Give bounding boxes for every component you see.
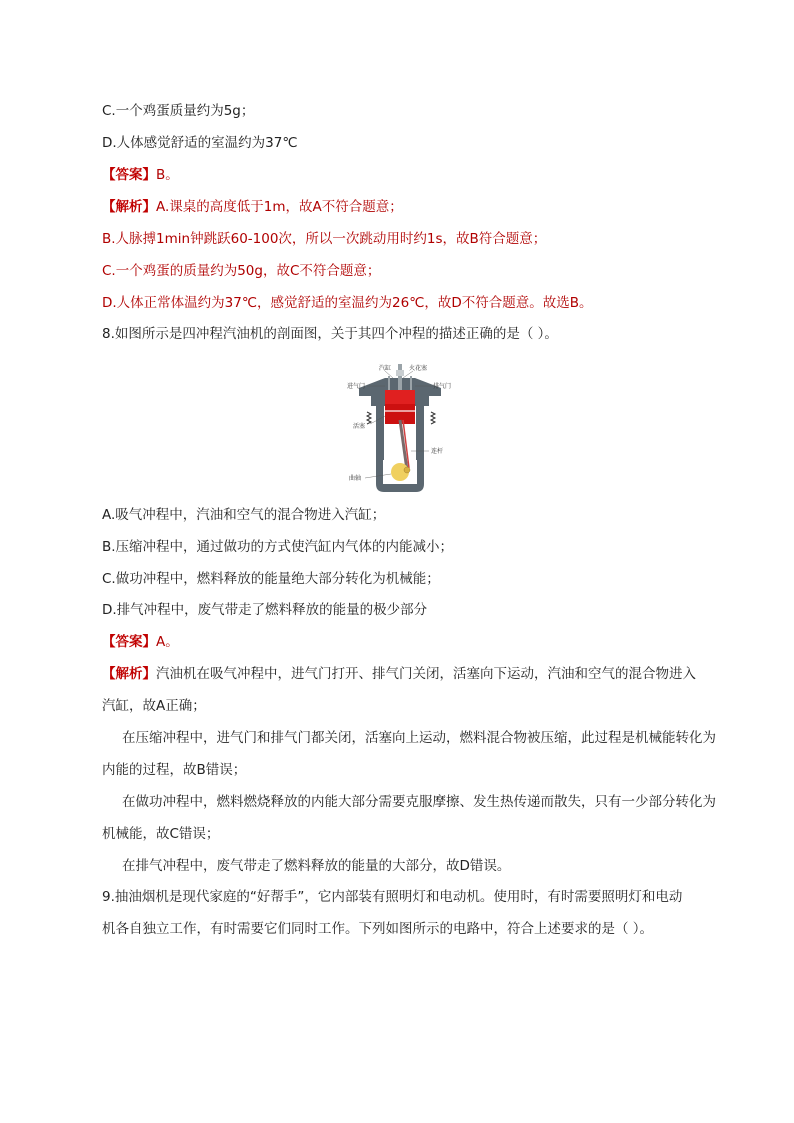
q8-analysis-3b: 机械能，故C错误； bbox=[102, 826, 220, 842]
q8-analysis-2b: 内能的过程，故B错误； bbox=[102, 762, 247, 778]
piston-ring bbox=[385, 410, 415, 412]
q8-analysis-2a: 在压缩冲程中，进气门和排气门都关闭，活塞向上运动，燃料混合物被压缩，此过程是机械能转化为 bbox=[122, 730, 716, 746]
q8-analysis-1a bbox=[102, 664, 696, 684]
label-cylinder: 汽缸 bbox=[379, 365, 392, 372]
label-crankshaft: 曲轴 bbox=[349, 475, 362, 482]
q8-option-b: B.压缩冲程中，通过做功的方式使汽缸内气体的内能减小； bbox=[102, 539, 454, 555]
spark-plug-cap bbox=[396, 370, 404, 376]
engine-cross-section-diagram bbox=[345, 356, 455, 496]
crank-pin bbox=[404, 467, 410, 473]
combustion-chamber bbox=[385, 390, 415, 404]
spring-right bbox=[431, 412, 435, 424]
answer-text: A。 bbox=[156, 634, 179, 650]
q8-answer bbox=[102, 632, 179, 652]
analysis-tag: 【解析】 bbox=[102, 199, 156, 215]
q8-analysis-3a: 在做功冲程中，燃料燃烧释放的内能大部分需要克服摩擦、发生热传递而散失，只有一少部分转化为 bbox=[122, 794, 716, 810]
label-piston: 活塞 bbox=[353, 423, 366, 430]
label-connecting-rod: 连杆 bbox=[431, 448, 444, 455]
q7-option-d: D.人体感觉舒适的室温约为37℃ bbox=[102, 135, 298, 151]
q7-analysis-1 bbox=[102, 197, 403, 217]
label-exhaust-valve: 排气门 bbox=[433, 383, 452, 390]
label-intake-valve: 进气门 bbox=[347, 383, 366, 390]
analysis-text: A.课桌的高度低于1m，故A不符合题意； bbox=[156, 199, 403, 215]
q8-analysis-1b: 汽缸，故A正确； bbox=[102, 698, 206, 714]
q8-analysis-4: 在排气冲程中，废气带走了燃料释放的能量的大部分，故D错误。 bbox=[122, 858, 511, 874]
cylinder-wall-left bbox=[376, 400, 384, 460]
answer-tag: 【答案】 bbox=[102, 634, 156, 650]
analysis-tag: 【解析】 bbox=[102, 666, 156, 682]
answer-tag: 【答案】 bbox=[102, 167, 156, 183]
analysis-text: 汽油机在吸气冲程中，进气门打开、排气门关闭，活塞向下运动，汽油和空气的混合物进入 bbox=[156, 666, 696, 682]
q8-option-d: D.排气冲程中，废气带走了燃料释放的能量的极少部分 bbox=[102, 602, 428, 618]
q7-answer bbox=[102, 165, 179, 185]
q9-line-1: 9.抽油烟机是现代家庭的“好帮手”，它内部装有照明灯和电动机。使用时，有时需要照明灯和电动 bbox=[102, 889, 683, 905]
label-spark-plug: 火花塞 bbox=[409, 365, 428, 372]
q8-option-a: A.吸气冲程中，汽油和空气的混合物进入汽缸； bbox=[102, 507, 386, 523]
q7-option-c: C.一个鸡蛋质量约为5g； bbox=[102, 103, 255, 119]
spring-left bbox=[367, 412, 371, 424]
spark-plug bbox=[398, 364, 402, 390]
q7-analysis-2: B.人脉搏1min钟跳跃60-100次，所以一次跳动用时约1s，故B符合题意； bbox=[102, 231, 547, 247]
q9-line-2: 机各自独立工作，有时需要它们同时工作。下列如图所示的电路中，符合上述要求的是（ ）。 bbox=[102, 921, 654, 937]
q8-option-c: C.做功冲程中，燃料释放的能量绝大部分转化为机械能； bbox=[102, 571, 440, 587]
q7-analysis-4: D.人体正常体温约为37℃，感觉舒适的室温约为26℃，故D不符合题意。故选B。 bbox=[102, 295, 593, 311]
q8-question: 8.如图所示是四冲程汽油机的剖面图，关于其四个冲程的描述正确的是（ ）。 bbox=[102, 326, 558, 342]
answer-text: B。 bbox=[156, 167, 179, 183]
q7-analysis-3: C.一个鸡蛋的质量约为50g，故C不符合题意； bbox=[102, 263, 381, 279]
